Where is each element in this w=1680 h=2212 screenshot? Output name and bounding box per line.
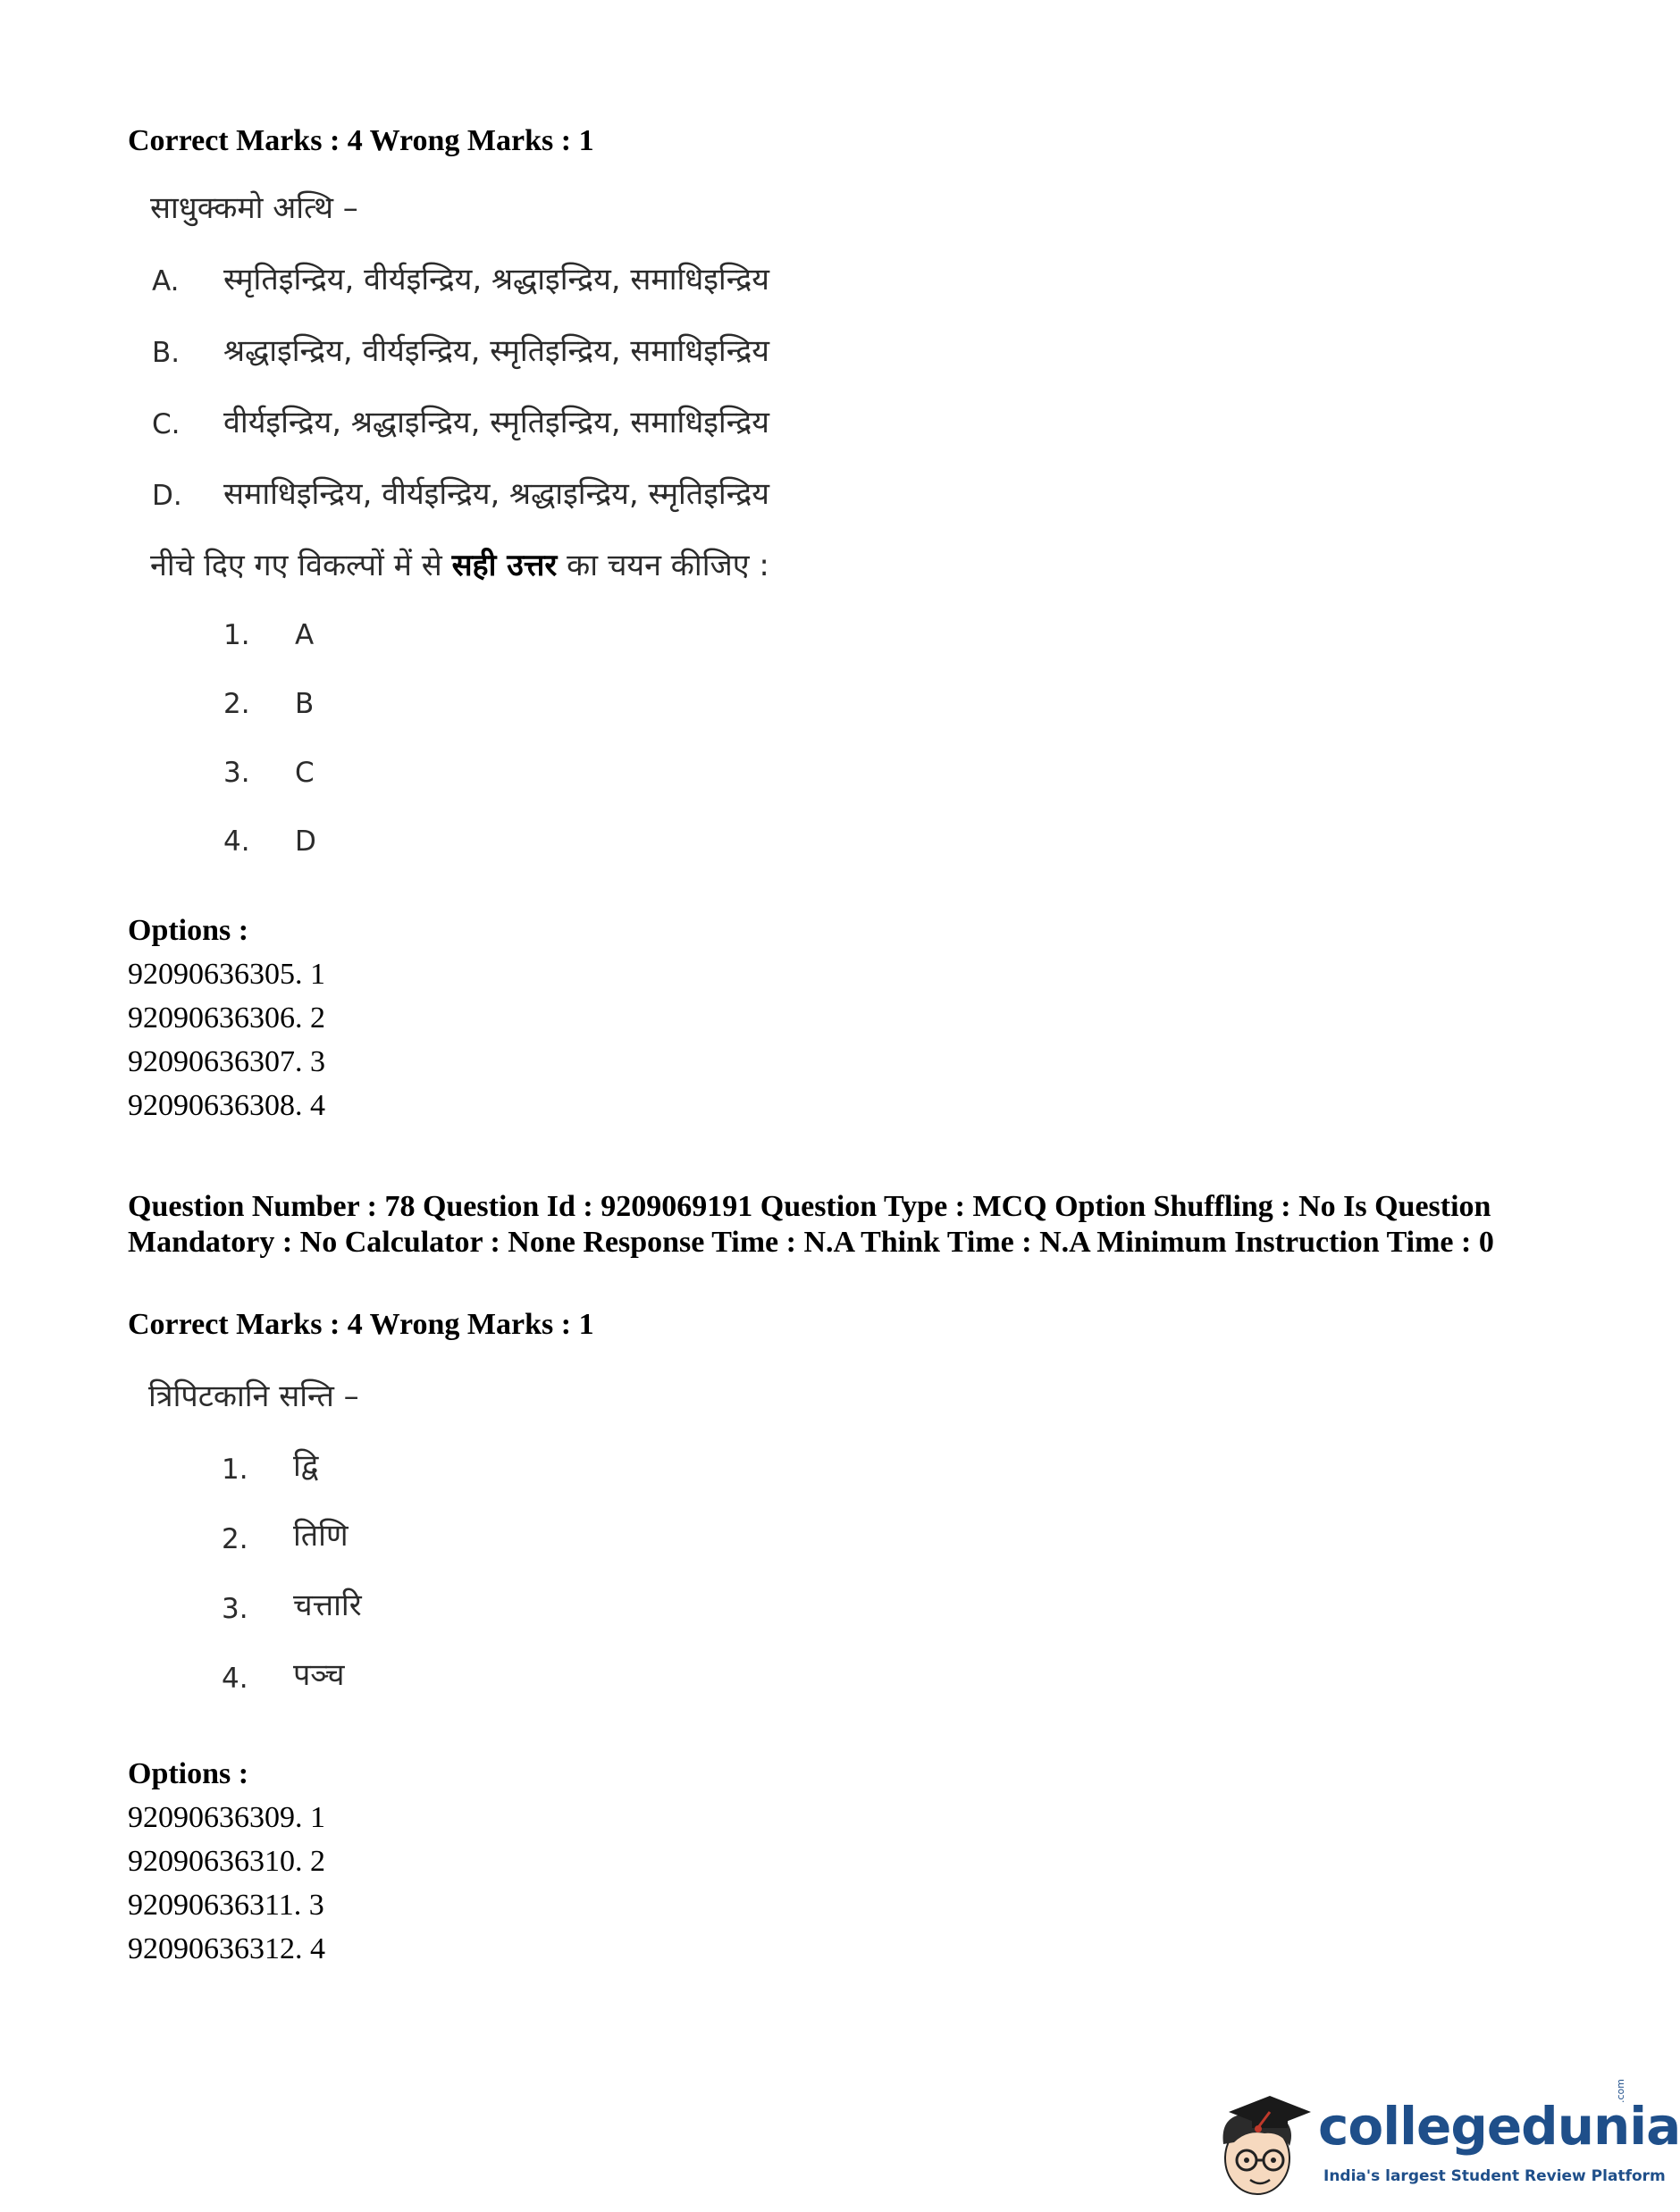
q1-statement-label-a: A. xyxy=(152,265,180,297)
q2-options-label: Options : xyxy=(128,1757,249,1790)
q2-stem: त्रिपिटकानि सन्ति – xyxy=(148,1378,359,1414)
q1-option-item: 92090636306. 2 xyxy=(128,1001,325,1035)
logo-brand-text: collegedunia xyxy=(1318,2096,1680,2157)
q1-choice-num: 3. xyxy=(223,757,250,789)
logo-dotcom: .com xyxy=(1615,2079,1626,2103)
q2-choice-num: 4. xyxy=(222,1663,248,1695)
q2-option-item: 92090636312. 4 xyxy=(128,1932,325,1965)
q2-choice-num: 1. xyxy=(222,1454,248,1486)
q2-option-item: 92090636310. 2 xyxy=(128,1845,325,1878)
q1-statement-label-b: B. xyxy=(152,337,181,369)
q1-choice-num: 1. xyxy=(223,619,250,651)
q2-header: Question Number : 78 Question Id : 9209069191 Question Type : MCQ Option Shuffling : No Is Question Mandatory : No Calculator : None Response Time : N.A Think Time : N.A Minimum Instruction Time : 0 xyxy=(128,1190,1494,1259)
q2-option-item: 92090636309. 1 xyxy=(128,1801,325,1834)
q1-instruction-pre: नीचे दिए गए विकल्पों में से xyxy=(150,548,452,583)
q1-choice-text: B xyxy=(295,688,315,720)
q1-instruction xyxy=(150,545,769,586)
q2-choice-num: 2. xyxy=(222,1523,248,1555)
q1-option-item: 92090636307. 3 xyxy=(128,1045,325,1078)
q2-choice-text: चत्तारि xyxy=(293,1588,362,1623)
q2-marks: Correct Marks : 4 Wrong Marks : 1 xyxy=(128,1308,594,1341)
q2-choice-text: द्वि xyxy=(293,1448,319,1484)
q1-options-label: Options : xyxy=(128,914,249,947)
q1-option-item: 92090636308. 4 xyxy=(128,1089,325,1122)
q2-option-item: 92090636311. 3 xyxy=(128,1889,324,1922)
q1-statement-label-c: C. xyxy=(152,408,181,440)
q2-choice-text: तिणि xyxy=(293,1518,349,1554)
q1-statement-text-b: श्रद्धाइन्द्रिय, वीर्यइन्द्रिय, स्मृतिइन्द्रिय, समाधिइन्द्रिय xyxy=(223,333,770,369)
q2-choice-text: पञ्च xyxy=(293,1657,345,1693)
collegedunia-logo[interactable] xyxy=(1211,2079,1680,2205)
q1-statement-text-c: वीर्यइन्द्रिय, श्रद्धाइन्द्रिय, स्मृतिइन्द्रिय, समाधिइन्द्रिय xyxy=(223,405,770,440)
q1-choice-text: C xyxy=(295,757,315,789)
q2-choice-num: 3. xyxy=(222,1593,248,1625)
q1-instruction-post: का चयन कीजिए : xyxy=(557,548,769,583)
student-mascot-icon xyxy=(1211,2080,1316,2205)
q1-choice-num: 4. xyxy=(223,825,250,858)
q1-instruction-bold: सही उत्तर xyxy=(451,548,558,583)
q1-statement-text-d: समाधिइन्द्रिय, वीर्यइन्द्रिय, श्रद्धाइन्द्रिय, स्मृतिइन्द्रिय xyxy=(223,476,770,512)
q1-choice-text: A xyxy=(295,619,315,651)
q1-choice-num: 2. xyxy=(223,688,250,720)
q1-marks: Correct Marks : 4 Wrong Marks : 1 xyxy=(128,124,594,157)
q1-statement-label-d: D. xyxy=(152,480,182,512)
q1-option-item: 92090636305. 1 xyxy=(128,958,325,991)
logo-tagline: India's largest Student Review Platform xyxy=(1323,2167,1666,2185)
q1-stem: साधुक्कमो अत्थि – xyxy=(150,190,358,226)
q1-choice-text: D xyxy=(295,825,316,858)
q1-statement-text-a: स्मृतिइन्द्रिय, वीर्यइन्द्रिय, श्रद्धाइन्द्रिय, समाधिइन्द्रिय xyxy=(223,262,770,297)
